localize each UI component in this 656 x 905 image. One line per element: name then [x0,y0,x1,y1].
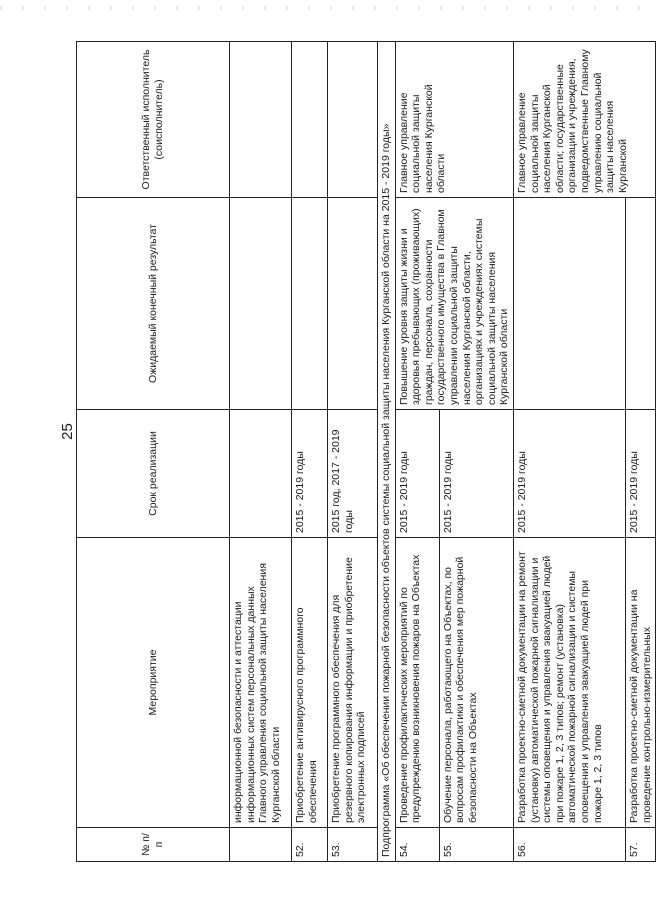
row-activity: Разработка проектно-сметной документации на проведение контрольно-измерительных [625,538,655,828]
row-responsible: Главное управление социальной защиты населения Курганской области [395,42,513,198]
row-activity: информационной безопасности и аттестации информационных систем персональных данных Главного управления социальной защиты населения Курганской области [230,538,292,828]
row-result [625,198,655,410]
row-term: 2015 - 2019 годы [395,410,439,538]
row-num: 55. [439,828,513,862]
row-activity: Приобретение антивирусного программного обеспечения [292,538,328,828]
row-term: 2015 - 2019 годы [625,410,655,538]
row-term: 2015 - 2019 годы [292,410,328,538]
table-row [292,42,328,862]
row-num: 57. [625,828,655,862]
row-num: 56. [513,828,625,862]
row-term: 2015 год, 2017 - 2019 годы [328,410,378,538]
row-term [230,410,292,538]
row-result: Повышение уровня защиты жизни и здоровья пребывающих (проживающих) граждан, персонала, сохранности государственного имущества в Главном управлении социальной защиты населения Курганской области, организациях и учреждениях системы социальной защиты населения Курганской области [395,198,513,410]
row-responsible [292,42,328,198]
row-activity: Проведение профилактических мероприятий по предупреждению возникновения пожаров на Объектах [395,538,439,828]
table-row [513,42,625,862]
row-responsible: Главное управление социальной защиты населения Курганской области; государственные организации и учреждения, подведомственные Главному управлению социальной защиты населения Курганской [513,42,655,198]
row-result [513,198,625,410]
table-row [395,42,439,862]
row-term: 2015 - 2019 годы [513,410,625,538]
row-responsible [230,42,292,198]
table-row [230,42,292,862]
header-responsible: Ответственный исполнитель (соисполнитель) [77,42,230,198]
row-num [230,828,292,862]
header-row [77,42,230,862]
row-result [328,198,378,410]
row-num: 54. [395,828,439,862]
table-row [328,42,378,862]
header-result: Ожидаемый конечный результат [77,198,230,410]
subprogram-title: Подпрограмма «Об обеспечении пожарной безопасности объектов системы социальной защиты населения Курганской области на 2015 - 2019 годы» [378,42,396,862]
row-term: 2015 - 2019 годы [439,410,513,538]
row-result [292,198,328,410]
row-num: 52. [292,828,328,862]
row-responsible [328,42,378,198]
row-activity: Обучение персонала, работающего на Объектах, по вопросам профилактики и обеспечения мер пожарной безопасности на Объектах [439,538,513,828]
page-number: 25 [58,423,76,440]
header-term: Срок реализации [77,410,230,538]
row-activity: Приобретение программного обеспечения для резервного копирования информации и приобретение электронных подписей [328,538,378,828]
row-num: 53. [328,828,378,862]
header-activity: Мероприятие [77,538,230,828]
header-num: № п/п [77,828,230,862]
row-result [230,198,292,410]
subprogram-row [378,42,396,862]
row-activity: Разработка проектно-сметной документации на ремонт (установку) автоматической пожарной сигнализации и системы оповещения и управления эвакуацией людей при пожаре 1, 2, 3 типов; ремонт (установка) автоматической пожарной сигнализации и системы оповещения и управления эвакуацией людей при пожаре 1, 2, 3 типов [513,538,625,828]
activities-table [76,41,656,862]
rotated-page [76,42,653,862]
scan-noise [0,6,640,10]
